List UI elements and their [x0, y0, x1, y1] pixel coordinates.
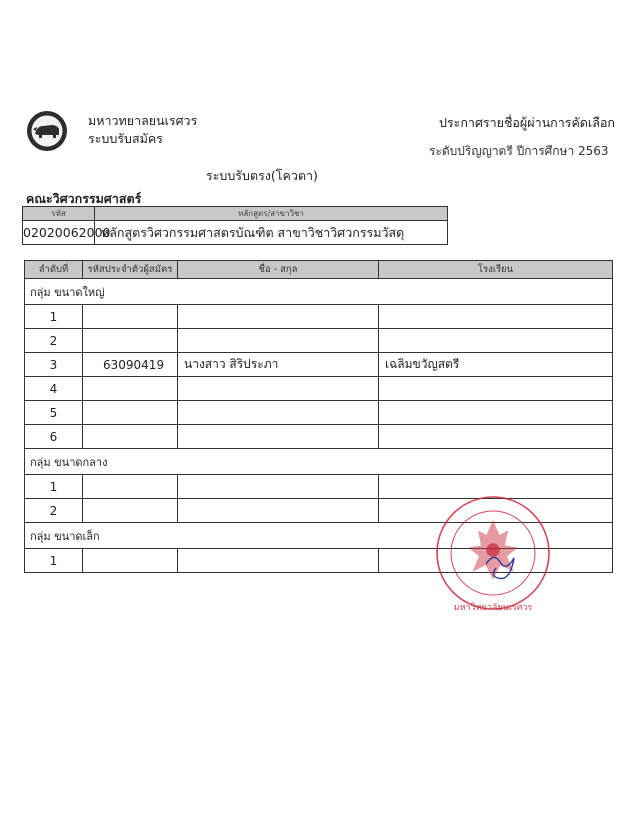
table-row [25, 353, 613, 377]
row-id [83, 329, 178, 353]
row-name [178, 305, 379, 329]
group-title-medium: กลุ่ม ขนาดกลาง [25, 449, 613, 475]
header-no: ลำดับที่ [25, 261, 83, 279]
table-row [25, 329, 613, 353]
row-school [379, 377, 613, 401]
header-name: ชื่อ - สกุล [178, 261, 379, 279]
row-name [178, 329, 379, 353]
level-year: ระดับปริญญาตรี ปีการศึกษา 2563 [429, 144, 609, 158]
row-id [83, 499, 178, 523]
program-name-header: หลักสูตร/สาขาวิชา [95, 207, 448, 221]
row-name [178, 401, 379, 425]
table-row [25, 425, 613, 449]
row-id [83, 377, 178, 401]
university-logo-icon [26, 110, 68, 152]
university-name: มหาวทยาลยนเรศวร [88, 113, 198, 128]
row-no: 1 [25, 549, 83, 573]
row-id [83, 401, 178, 425]
row-id [83, 425, 178, 449]
table-row [25, 305, 613, 329]
group-title-large: กลุ่ม ขนาดใหญ่ [25, 279, 613, 305]
table-row [25, 377, 613, 401]
quota-title: ระบบรับตรง(โควตา) [206, 168, 318, 183]
row-no: 4 [25, 377, 83, 401]
row-no: 6 [25, 425, 83, 449]
row-school [379, 401, 613, 425]
row-school: เฉลิมขวัญสตรี [379, 353, 613, 377]
row-no: 5 [25, 401, 83, 425]
row-no: 3 [25, 353, 83, 377]
row-name [178, 425, 379, 449]
row-no: 2 [25, 329, 83, 353]
header-school: โรงเรียน [379, 261, 613, 279]
program-code-header: รหัส [23, 207, 95, 221]
row-id: 63090419 [83, 353, 178, 377]
row-name [178, 377, 379, 401]
row-name [178, 499, 379, 523]
row-no: 1 [25, 305, 83, 329]
row-id [83, 305, 178, 329]
row-name [178, 475, 379, 499]
row-school [379, 305, 613, 329]
system-name: ระบบรับสมัคร [88, 131, 163, 146]
row-school [379, 329, 613, 353]
row-id [83, 475, 178, 499]
program-table [22, 206, 448, 245]
row-name [178, 549, 379, 573]
table-row [25, 401, 613, 425]
faculty-name: คณะวิศวกรรมศาสตร์ [26, 191, 142, 206]
program-code: 02020062000 [23, 221, 95, 245]
row-no: 2 [25, 499, 83, 523]
official-seal-icon [434, 492, 552, 614]
program-name: หลักสูตรวิศวกรรมศาสตรบัณฑิต สาขาวิชาวิศวกรรมวัสดุ [95, 221, 448, 245]
row-id [83, 549, 178, 573]
announcement-title: ประกาศรายชื่อผู้ผ่านการคัดเลือก [439, 115, 615, 130]
header-applicant-id: รหัสประจำตัวผู้สมัคร [83, 261, 178, 279]
svg-text:มหาวิทยาลัยนเรศวร: มหาวิทยาลัยนเรศวร [453, 603, 533, 613]
group-title-small: กลุ่ม ขนาดเล็ก [25, 523, 613, 549]
row-no: 1 [25, 475, 83, 499]
row-school [379, 425, 613, 449]
row-name: นางสาว สิริประภา [178, 353, 379, 377]
